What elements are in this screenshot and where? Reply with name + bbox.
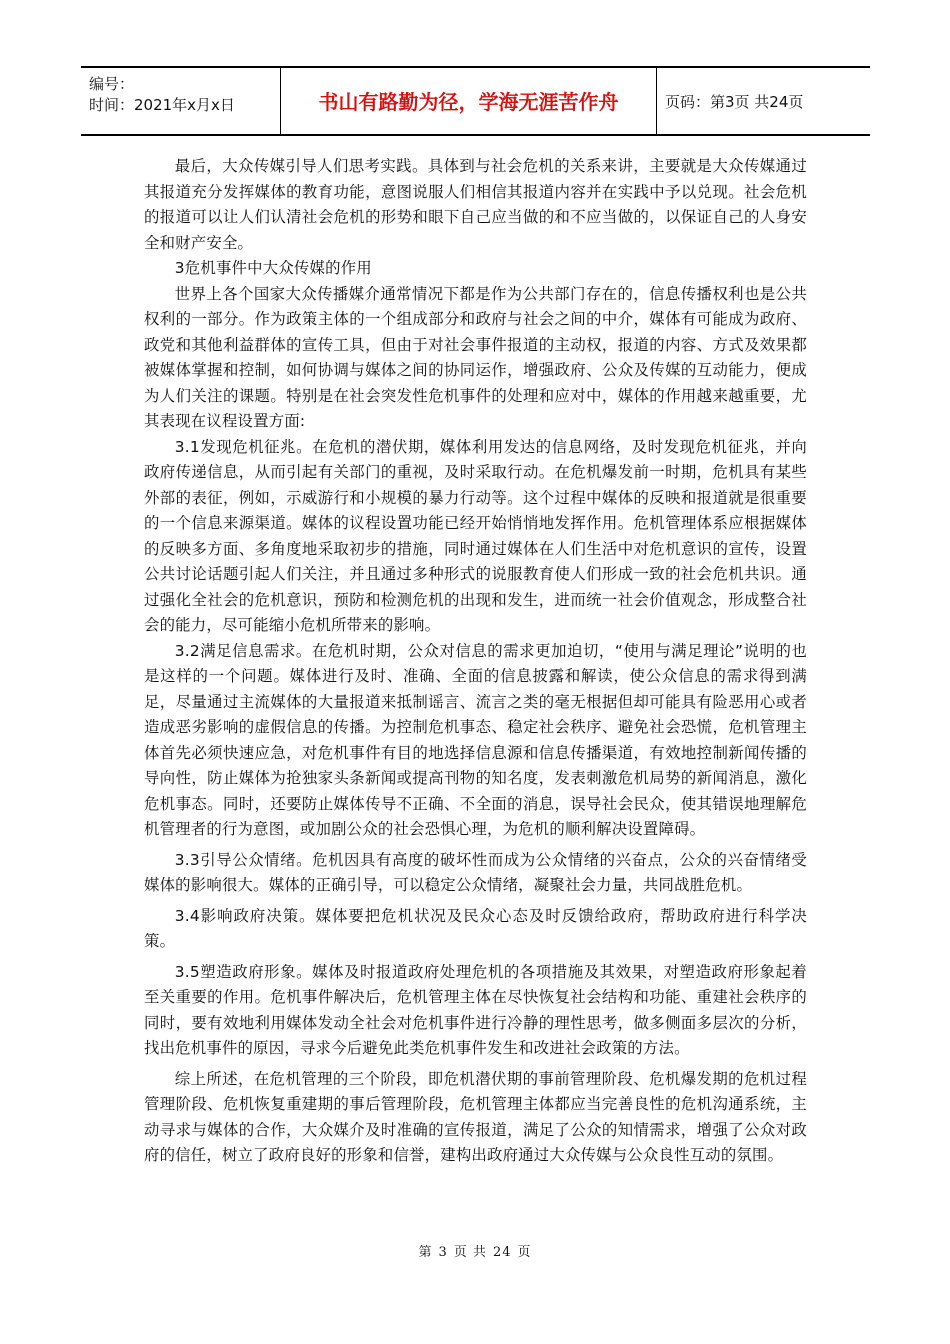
page-header xyxy=(81,66,870,136)
header-meta xyxy=(81,68,281,134)
document-body xyxy=(144,154,807,1169)
footer-current-page: 3 xyxy=(438,1245,448,1260)
paragraph-3-3: 3.3引导公众情绪。危机因具有高度的破坏性而成为公众情绪的兴奋点，公众的兴奋情绪受媒体的影响很大。媒体的正确引导，可以稳定公众情绪，凝聚社会力量，共同战胜危机。 xyxy=(144,850,807,894)
paragraph-3-5: 3.5塑造政府形象。媒体及时报道政府处理危机的各项措施及其效果，对塑造政府形象起着至关重要的作用。危机事件解决后，危机管理主体在尽快恢复社会结构和功能、重建社会秩序的同时，要有效地利用媒体发动全社会对危机事件进行冷静的理性思考，做多侧面多层次的分析，找出危机事件的原因，寻求今后避免此类危机事件发生和改进社会政策的方法。 xyxy=(144,962,807,1057)
footer-prefix: 第 xyxy=(418,1245,433,1260)
header-page-info: 页码：第3页 共24页 xyxy=(665,93,804,111)
footer-middle: 页 共 xyxy=(453,1245,487,1260)
page-footer xyxy=(0,1241,950,1260)
paragraph-conclusion-practice: 最后，大众传媒引导人们思考实践。具体到与社会危机的关系来讲，主要就是大众传媒通过其报道充分发挥媒体的教育功能，意图说服人们相信其报道内容并在实践中予以兑现。社会危机的报道可以让人们认清社会危机的形势和眼下自己应当做的和不应当做的，以保证自己的人身安全和财产安全。 xyxy=(144,157,807,252)
footer-total-pages: 24 xyxy=(492,1245,512,1260)
paragraph-3-1: 3.1发现危机征兆。在危机的潜伏期，媒体利用发达的信息网络，及时发现危机征兆，并向政府传递信息，从而引起有关部门的重视，及时采取行动。在危机爆发前一时期，危机具有某些外部的表征，例如，示威游行和小规模的暴力行动等。这个过程中媒体的反映和报道就是很重要的一个信息来源渠道。媒体的议程设置功能已经开始悄悄地发挥作用。危机管理体系应根据媒体的反映多方面、多角度地采取初步的措施，同时通过媒体在人们生活中对危机意识的宣传，设置公共讨论话题引起人们关注，并且通过多种形式的说服教育使人们形成一致的社会危机共识。通过强化全社会的危机意识，预防和检测危机的出现和发生，进而统一社会价值观念，形成整合社会的能力，尽可能缩小危机所带来的影响。 xyxy=(144,437,807,634)
document-number-label: 编号： xyxy=(89,75,135,93)
paragraph-section-3-intro: 世界上各个国家大众传播媒介通常情况下都是作为公共部门存在的，信息传播权利也是公共权利的一部分。作为政策主体的一个组成部分和政府与社会之间的中介，媒体有可能成为政府、政党和其他利益群体的宣传工具，但由于对社会事件报道的主动权，报道的内容、方式及效果都被媒体掌握和控制，如何协调与媒体之间的协同运作，增强政府、公众及传媒的互动能力，便成为人们关注的课题。特别是在社会突发性危机事件的处理和应对中，媒体的作用越来越重要，尤其表现在议程设置方面: xyxy=(144,284,807,430)
footer-suffix: 页 xyxy=(517,1245,532,1260)
section-heading-3: 3危机事件中大众传媒的作用 xyxy=(174,259,372,277)
document-date: 时间：2021年x月x日 xyxy=(89,96,235,114)
header-motto: 书山有路勤为径，学海无涯苦作舟 xyxy=(281,68,657,134)
paragraph-3-2: 3.2满足信息需求。在危机时期，公众对信息的需求更加迫切，“使用与满足理论”说明的也是这样的一个问题。媒体进行及时、准确、全面的信息披露和解读，使公众信息的需求得到满足，尽量通过主流媒体的大量报道来抵制谣言、流言之类的毫无根据但却可能具有险恶用心或者造成恶劣影响的虚假信息的传播。为控制危机事态、稳定社会秩序、避免社会恐慌，危机管理主体首先必须快速应急，对危机事件有目的地选择信息源和信息传播渠道，有效地控制新闻传播的导向性，防止媒体为抢独家头条新闻或提高刊物的知名度，发表刺激危机局势的新闻消息，激化危机事态。同时，还要防止媒体传导不正确、不全面的消息，误导社会民众，使其错误地理解危机管理者的行为意图，或加剧公众的社会恐惧心理，为危机的顺利解决设置障碍。 xyxy=(144,641,807,838)
paragraph-3-4: 3.4影响政府决策。媒体要把危机状况及民众心态及时反馈给政府，帮助政府进行科学决策。 xyxy=(144,906,807,950)
paragraph-summary: 综上所述，在危机管理的三个阶段，即危机潜伏期的事前管理阶段、危机爆发期的危机过程管理阶段、危机恢复重建期的事后管理阶段，危机管理主体都应当完善良性的危机沟通系统，主动寻求与媒体的合作，大众媒介及时准确的宣传报道，满足了公众的知情需求，增强了公众对政府的信任，树立了政府良好的形象和信誉，建构出政府通过大众传媒与公众良性互动的氛围。 xyxy=(144,1069,807,1164)
